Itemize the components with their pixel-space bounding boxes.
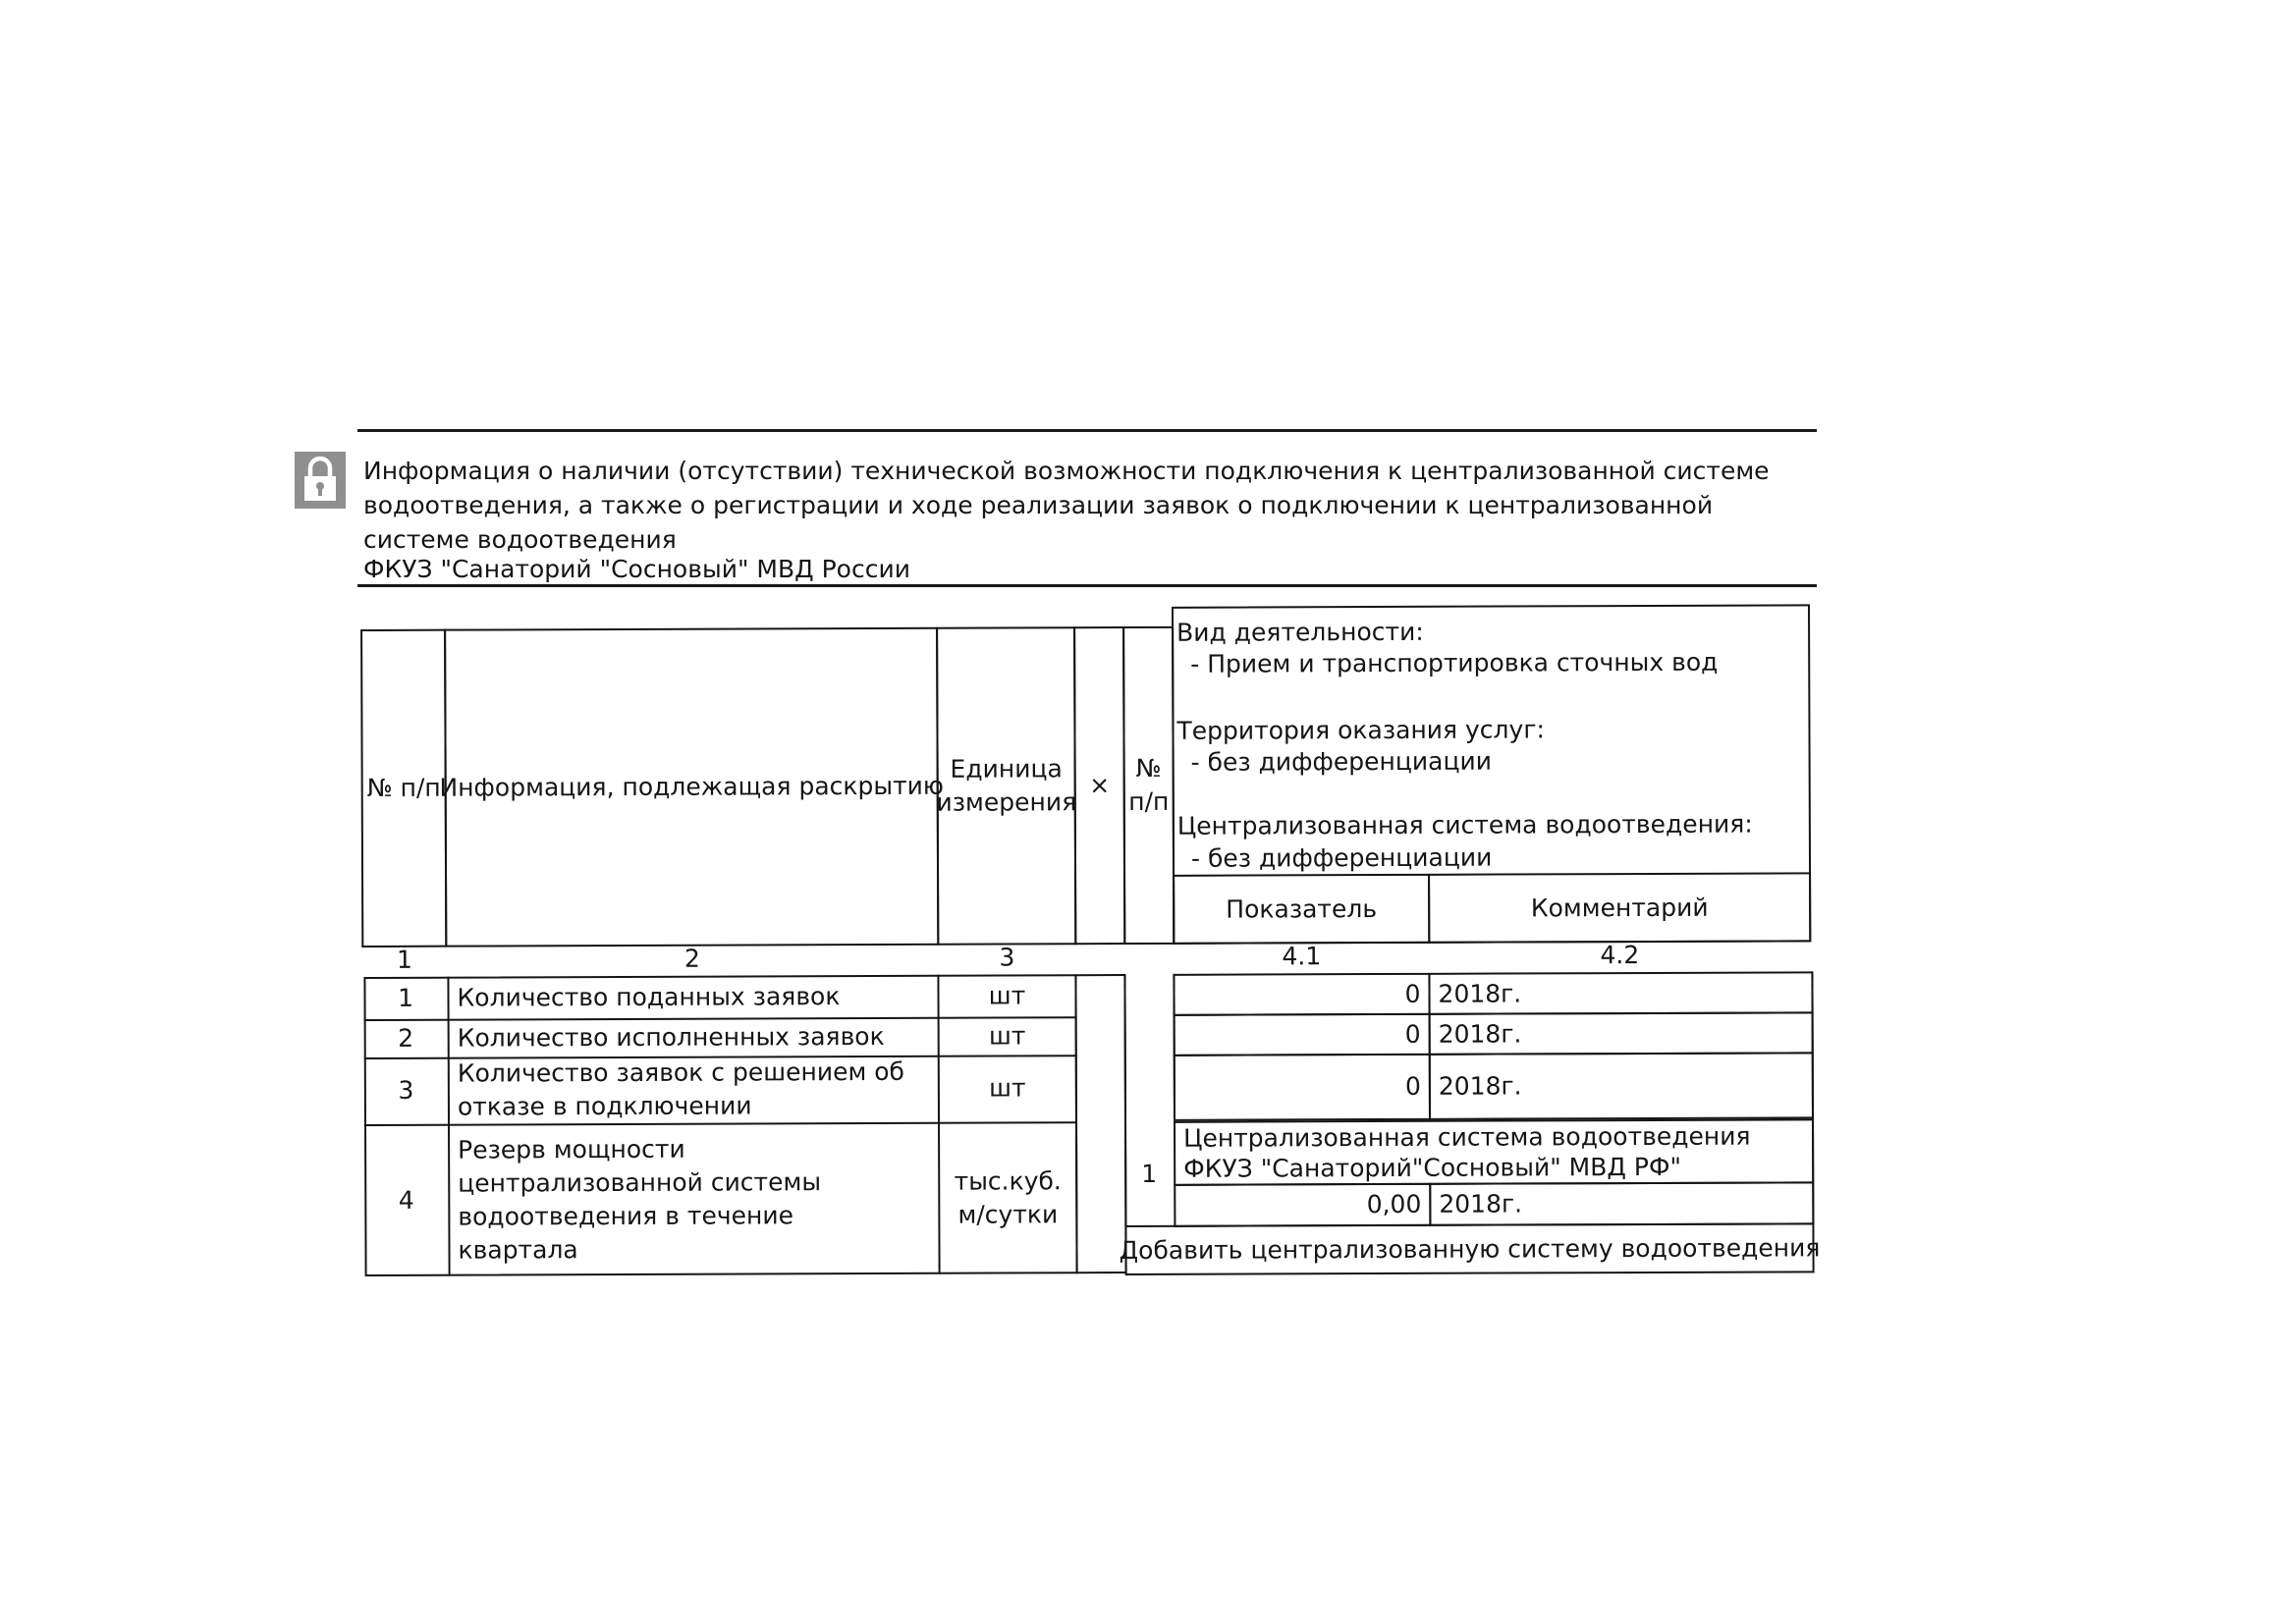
row-2-value[interactable]: 0 xyxy=(1404,1019,1421,1049)
col-number: 4.2 xyxy=(1600,941,1640,970)
disclosure-form xyxy=(360,604,1831,1276)
lock-icon xyxy=(295,452,346,509)
filter-system-value[interactable]: - без дифференциации xyxy=(1190,842,1493,873)
row-1-num: 1 xyxy=(398,983,414,1012)
row-3-value[interactable]: 0 xyxy=(1404,1071,1421,1101)
row-4-sub-num: 1 xyxy=(1141,1159,1158,1188)
header-indicator: Показатель xyxy=(1226,893,1378,924)
separator-column xyxy=(1074,974,1126,1273)
header-bottom-rule xyxy=(357,584,1817,587)
row-1-info: Количество поданных заявок xyxy=(457,981,841,1012)
header-unit: Единица измерения xyxy=(936,754,1077,817)
document-title: Информация о наличии (отсутствии) технической возможности подключения к централизованной системе водоотведения, а также о регистрации и ходе реализации заявок о подключении к централизованной системе водоотведения xyxy=(363,457,1770,554)
filter-system-label: Централизованная система водоотведения: xyxy=(1176,809,1753,840)
filter-activity-value[interactable]: - Прием и транспортировка сточных вод xyxy=(1190,647,1719,678)
header-info: Информация, подлежащая раскрытию xyxy=(439,771,944,802)
row-2-unit: шт xyxy=(988,1020,1026,1051)
row-2-info: Количество исполненных заявок xyxy=(457,1021,885,1053)
filter-territory-label: Территория оказания услуг: xyxy=(1176,715,1545,745)
row-4-value[interactable]: 0,00 xyxy=(1366,1189,1422,1219)
row-4-info: Резерв мощности централизованной системы водоотведения в течение квартала xyxy=(458,1134,822,1265)
row-1-comment[interactable]: 2018г. xyxy=(1438,978,1522,1008)
header-num: № п/п xyxy=(366,773,441,802)
row-3-unit: шт xyxy=(989,1073,1026,1103)
header-comment: Комментарий xyxy=(1530,893,1709,922)
row-1-unit: шт xyxy=(988,980,1026,1010)
row-4-comment[interactable]: 2018г. xyxy=(1439,1189,1523,1218)
row-2-num: 2 xyxy=(398,1023,414,1053)
col-number: 4.1 xyxy=(1282,942,1322,971)
organization-name: ФКУЗ "Санаторий "Сосновый" МВД России xyxy=(363,555,910,583)
row-3-num: 3 xyxy=(398,1075,414,1105)
filter-territory-value[interactable]: - без дифференциации xyxy=(1190,746,1493,777)
header-num2: № п/п xyxy=(1128,753,1170,816)
col-number: 3 xyxy=(999,943,1015,972)
row-2-comment[interactable]: 2018г. xyxy=(1438,1018,1522,1049)
col-number: 2 xyxy=(683,944,700,973)
row-4-num: 4 xyxy=(398,1185,414,1215)
col-number: 1 xyxy=(396,945,412,974)
close-icon[interactable]: × xyxy=(1089,771,1111,800)
row-1-value[interactable]: 0 xyxy=(1404,979,1421,1008)
row-3-comment[interactable]: 2018г. xyxy=(1438,1071,1522,1101)
filter-activity-label: Вид деятельности: xyxy=(1176,617,1424,647)
row-4-system-name[interactable]: Централизованная система водоотведения ФКУЗ "Санаторий"Сосновый" МВД РФ" xyxy=(1183,1121,1751,1183)
row-3-info: Количество заявок с решением об отказе в подключении xyxy=(457,1056,905,1121)
header-top-rule xyxy=(357,429,1817,432)
row-4-unit: тыс.куб.м/сутки xyxy=(954,1165,1062,1229)
add-system-button[interactable]: Добавить централизованную систему водоотведения xyxy=(1119,1232,1821,1265)
